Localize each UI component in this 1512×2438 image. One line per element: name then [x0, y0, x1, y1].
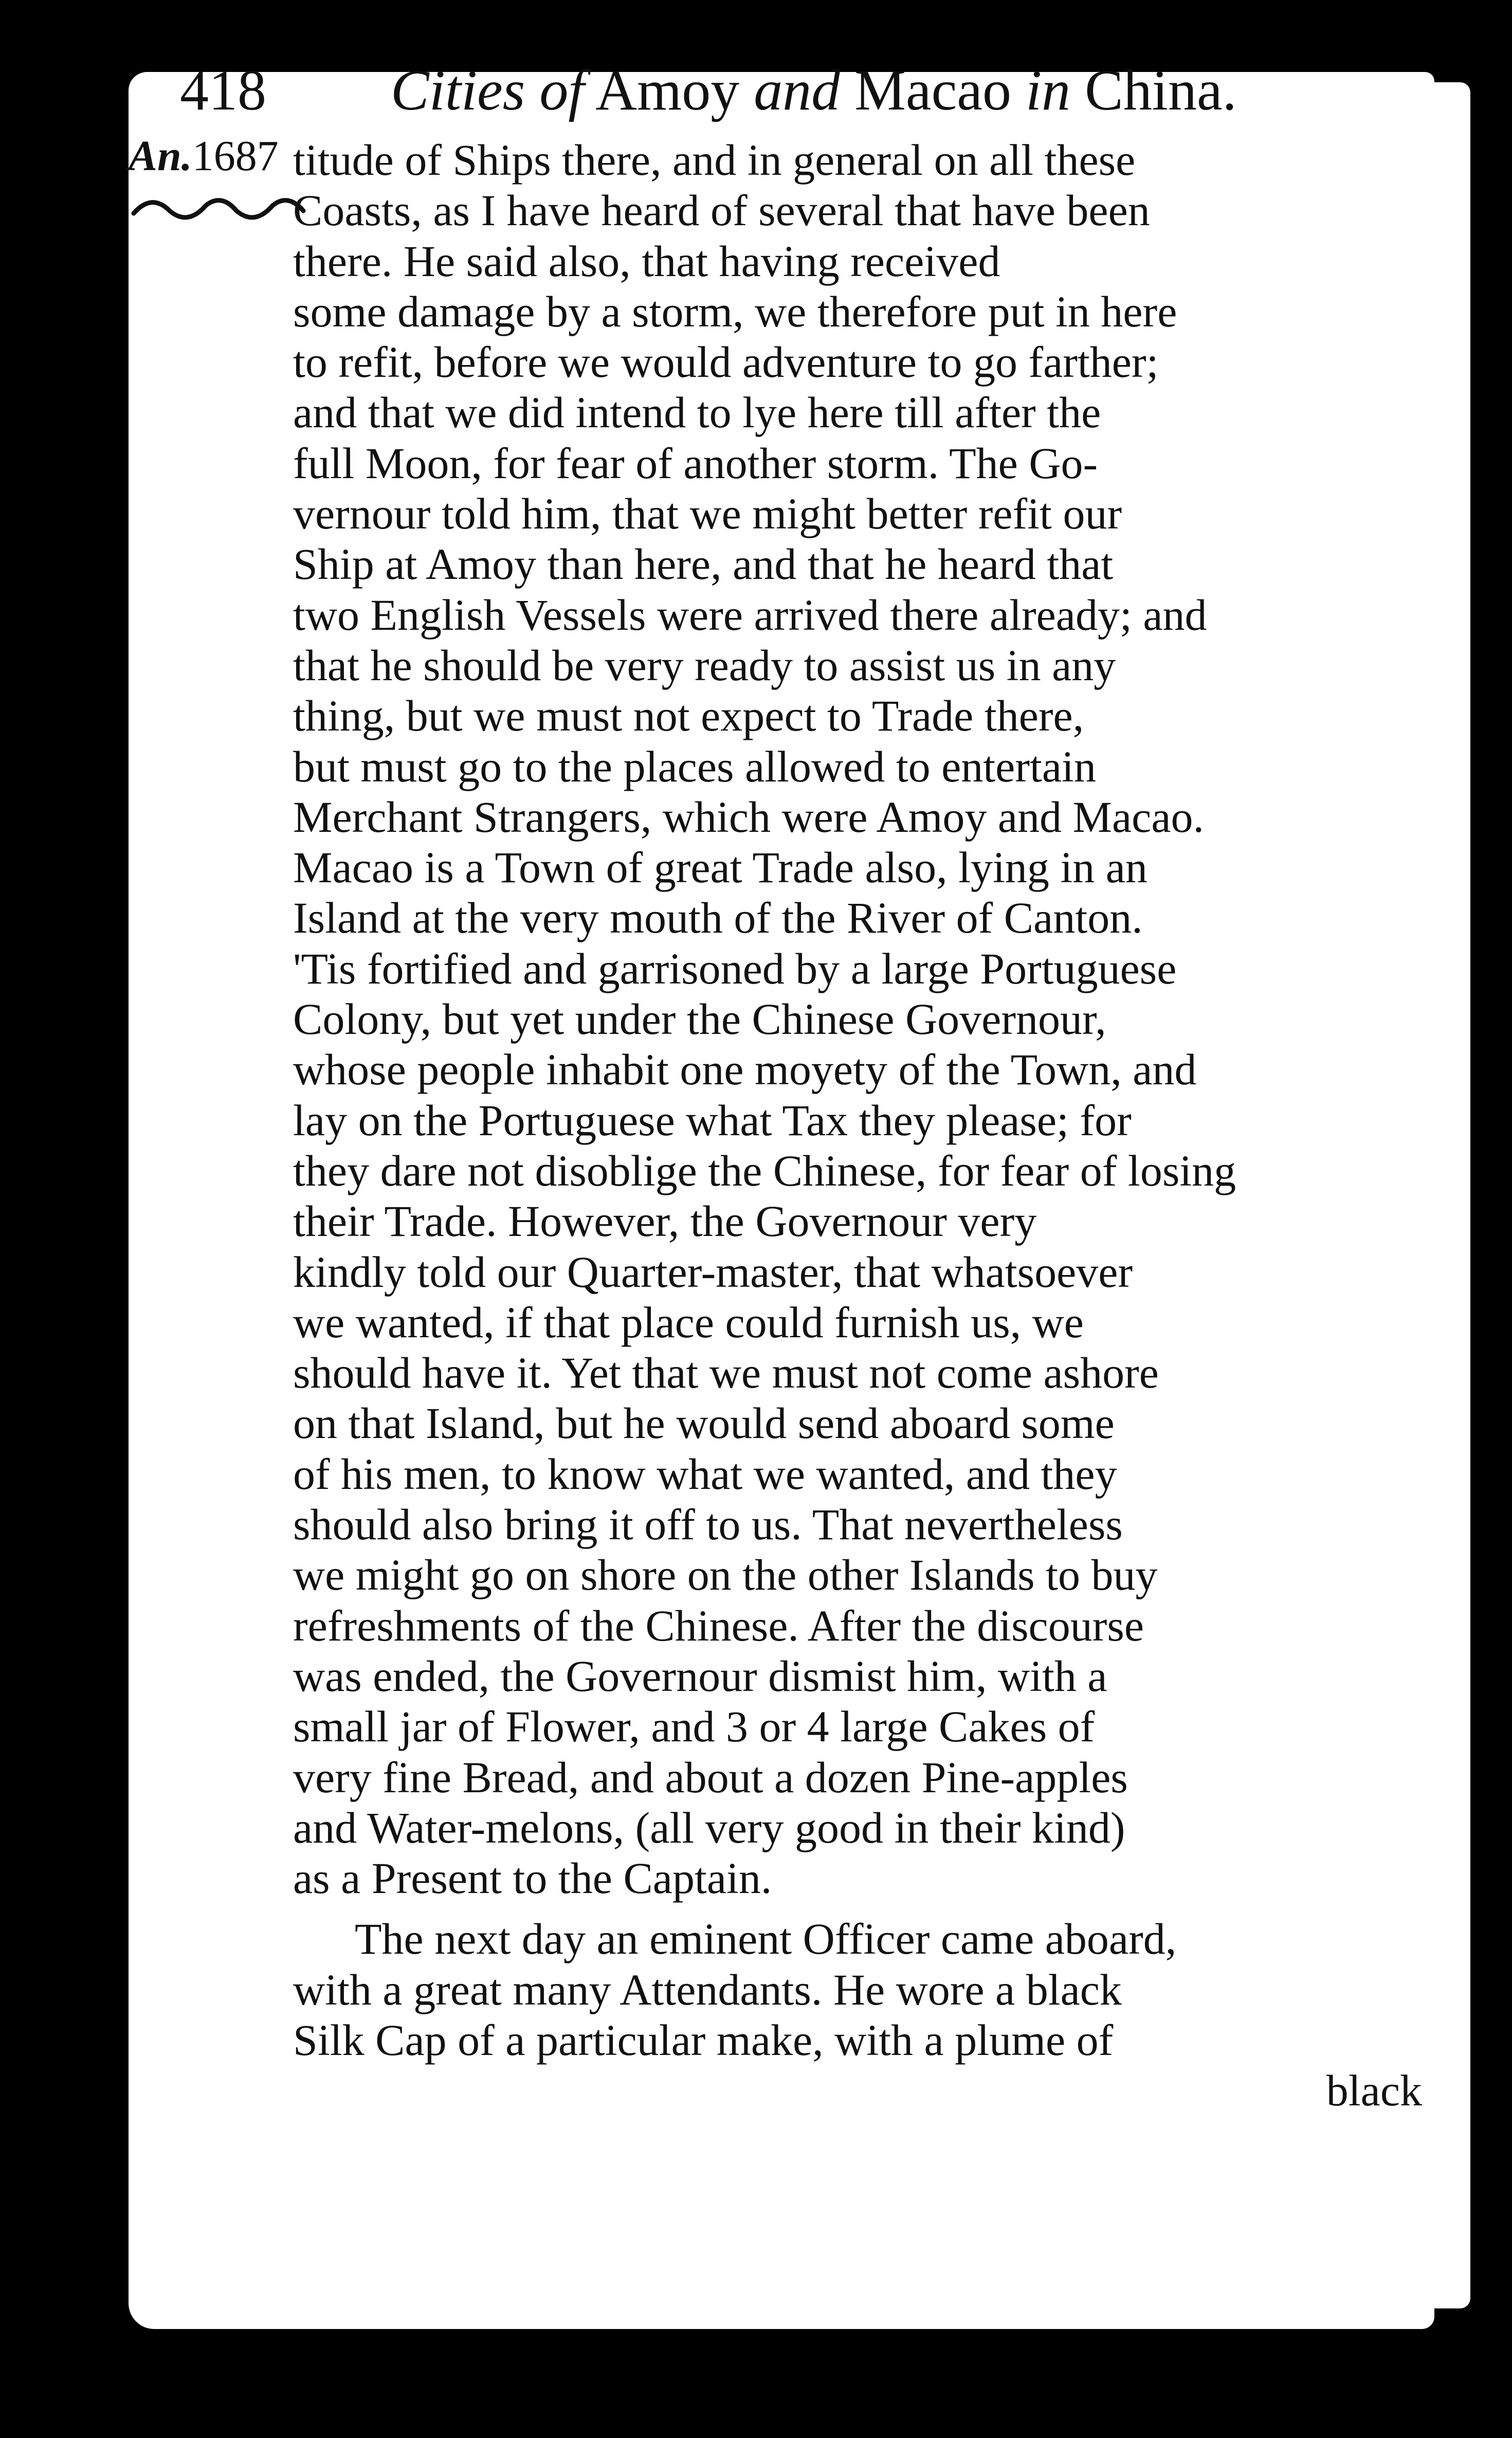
- text-line: very fine Bread, and about a dozen Pine-apples: [293, 1752, 1128, 1802]
- running-head: [391, 59, 1237, 122]
- text-line: two English Vessels were arrived there already; and: [293, 590, 1207, 640]
- text-line: should have it. Yet that we must not come ashore: [293, 1348, 1159, 1398]
- text-line: and Water-melons, (all very good in their kind): [293, 1803, 1125, 1852]
- text-line: but must go to the places allowed to entertain: [293, 741, 1096, 791]
- text-line: Island at the very mouth of the River of Canton.: [293, 893, 1143, 943]
- swash-ornament-icon: [131, 190, 306, 226]
- text-line: refreshments of the Chinese. After the discourse: [293, 1600, 1144, 1650]
- text-line: we wanted, if that place could furnish us, we: [293, 1297, 1084, 1347]
- text-line: was ended, the Governour dismist him, with a: [293, 1651, 1107, 1701]
- text-line: to refit, before we would adventure to go farther;: [293, 337, 1159, 387]
- text-line: Silk Cap of a particular make, with a plume of: [293, 2015, 1114, 2065]
- text-line: full Moon, for fear of another storm. The Go-: [293, 438, 1098, 488]
- text-line: and that we did intend to lye here till after the: [293, 388, 1101, 438]
- text-line: of his men, to know what we wanted, and they: [293, 1449, 1117, 1499]
- running-head-and: and: [754, 59, 841, 122]
- text-line: they dare not disoblige the Chinese, for fear of losing: [293, 1145, 1236, 1195]
- text-line: whose people inhabit one moyety of the Town, and: [293, 1045, 1197, 1095]
- text-line: The next day an eminent Officer came aboard,: [355, 1914, 1177, 1964]
- text-line: some damage by a storm, we therefore put in here: [293, 286, 1177, 336]
- running-head-macao: Macao: [840, 59, 1026, 122]
- text-line: as a Present to the Captain.: [293, 1853, 772, 1903]
- text-line: lay on the Portuguese what Tax they please; for: [293, 1095, 1132, 1145]
- running-head-in: in: [1026, 59, 1071, 122]
- running-head-amoy: Amoy: [584, 59, 754, 122]
- text-line: thing, but we must not expect to Trade there,: [293, 691, 1084, 741]
- body-text: [293, 135, 1434, 2116]
- margin-year: 1687: [192, 132, 279, 180]
- page-number: 418: [180, 59, 266, 122]
- text-line: that he should be very ready to assist us in any: [293, 640, 1116, 690]
- running-head-cities-of: Cities of: [391, 59, 585, 122]
- running-head-china: China.: [1070, 59, 1237, 122]
- text-line: kindly told our Quarter-master, that whatsoever: [293, 1247, 1133, 1297]
- margin-year-note: [129, 132, 279, 180]
- text-line: with a great many Attendants. He wore a black: [293, 1964, 1122, 2014]
- text-line: Colony, but yet under the Chinese Governour,: [293, 994, 1106, 1044]
- text-line: Coasts, as I have heard of several that have been: [293, 186, 1150, 235]
- next-page-edge: [1434, 82, 1470, 2308]
- text-line: should also bring it off to us. That nevertheless: [293, 1500, 1123, 1550]
- text-line: their Trade. However, the Governour very: [293, 1196, 1037, 1246]
- text-line: Ship at Amoy than here, and that he heard that: [293, 539, 1114, 589]
- margin-anno: An.: [129, 132, 192, 180]
- paragraph-gap: [293, 1903, 1434, 1914]
- text-line: small jar of Flower, and 3 or 4 large Cakes of: [293, 1702, 1095, 1752]
- text-line: titude of Ships there, and in general on all these: [293, 135, 1136, 185]
- catchword: black: [1326, 2066, 1422, 2116]
- text-line: we might go on shore on the other Islands to buy: [293, 1550, 1158, 1600]
- text-line: Macao is a Town of great Trade also, lying in an: [293, 843, 1147, 893]
- text-line: there. He said also, that having received: [293, 236, 1000, 286]
- text-line: Merchant Strangers, which were Amoy and Macao.: [293, 792, 1204, 842]
- text-line: on that Island, but he would send aboard some: [293, 1398, 1115, 1448]
- text-line: vernour told him, that we might better refit our: [293, 489, 1122, 539]
- text-line: 'Tis fortified and garrisoned by a large Portuguese: [293, 943, 1177, 993]
